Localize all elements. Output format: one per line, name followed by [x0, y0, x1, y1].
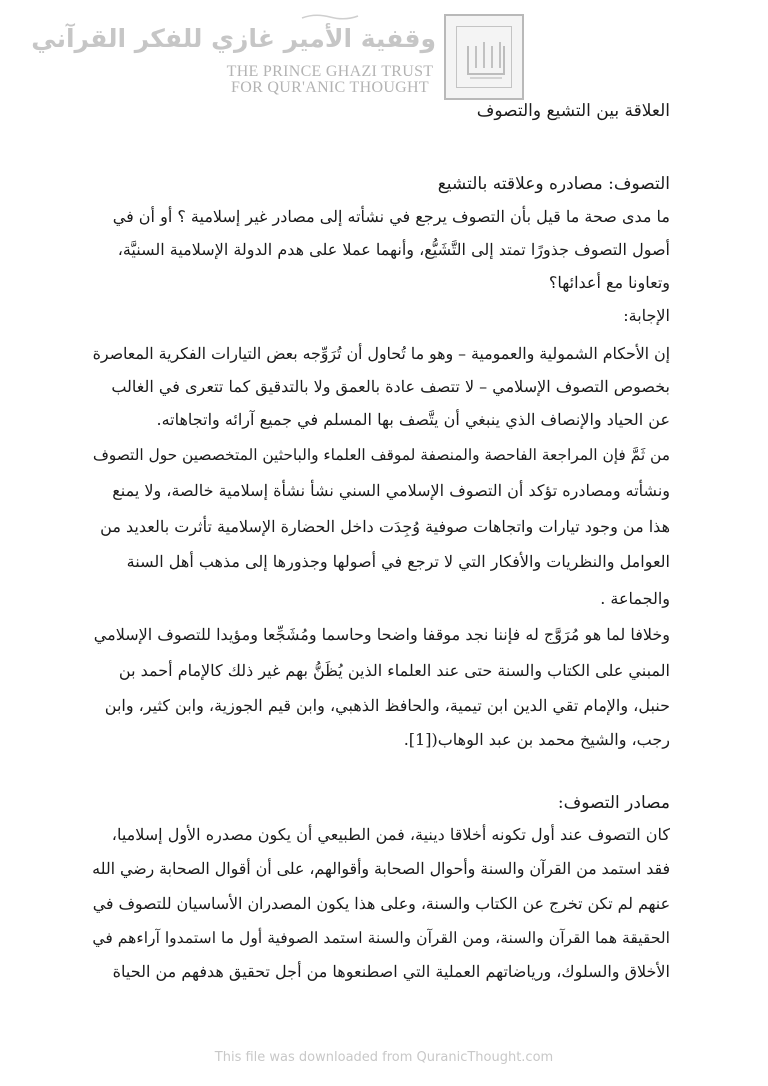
- paragraph-line: المبني على الكتاب والسنة حتى عند العلماء الذين يُظَنُّ بهم غير ذلك كالإمام أحمد بن: [118, 661, 670, 680]
- logo-arabic-name: وقفية الأمير غازي للفكر القرآني: [31, 24, 436, 53]
- paragraph-line: عن الحياد والإنصاف الذي ينبغي أن يتَّصف بها المسلم في جميع آرائه واتجاهاته.: [156, 410, 670, 429]
- document-title: العلاقة بين التشيع والتصوف: [476, 101, 670, 121]
- logo-english-line1: THE PRINCE GHAZI TRUST: [226, 63, 434, 80]
- logo-flourish-icon: [300, 12, 360, 22]
- paragraph-line: الحقيقة هما القرآن والسنة، ومن القرآن والسنة استمد الصوفية أول ما استمدوا آراءهم في: [92, 929, 670, 947]
- logo-emblem-icon: [444, 14, 524, 100]
- paragraph-line: رجب، والشيخ محمد بن عبد الوهاب([1].: [403, 730, 670, 749]
- question-line: ما مدى صحة ما قيل بأن التصوف يرجع في نشأته إلى مصادر غير إسلامية ؟ أو أن في: [112, 207, 670, 226]
- paragraph-line: وخلافا لما هو مُرَوَّج له فإننا نجد موقفا واضحا وحاسما ومُشَجِّعا ومؤيدا للتصوف الإسلامي: [93, 625, 670, 644]
- download-footer: This file was downloaded from QuranicThought.com: [214, 1050, 554, 1065]
- question-line: أصول التصوف جذورًا تمتد إلى التَّشَيُّع، وأنهما عملا على هدم الدولة الإسلامية السنيَّة،: [117, 240, 670, 259]
- paragraph-line: والجماعة .: [600, 589, 670, 608]
- paragraph-line: من ثَمَّ فإن المراجعة الفاحصة والمنصفة لموقف العلماء والباحثين المتخصصين حول التصوف: [92, 446, 670, 464]
- paragraph-line: كان التصوف عند أول تكونه أخلاقا دينية، فمن الطبيعي أن يكون مصدره الأول إسلاميا،: [111, 825, 670, 844]
- paragraph-line: هذا من وجود تيارات واتجاهات صوفية وُجِدَت داخل الحضارة الإسلامية تأثرت بالعديد من: [100, 517, 670, 536]
- answer-label: الإجابة:: [623, 306, 670, 325]
- paragraph-line: ونشأته ومصادره تؤكد أن التصوف الإسلامي السني نشأ نشأة إسلامية خالصة، ولا يمنع: [112, 481, 670, 500]
- paragraph-line: فقد استمد من القرآن والسنة وأحوال الصحابة وأقوالهم، على أن أقوال الصحابة رضي الله: [92, 859, 670, 878]
- paragraph-line: حنبل، والإمام تقي الدين ابن تيمية، والحافظ الذهبي، وابن قيم الجوزية، وابن كثير، وابن: [104, 696, 670, 715]
- paragraph-line: العوامل والنظريات والأفكار التي لا ترجع في أصولها وجذورها إلى مذهب أهل السنة: [126, 552, 670, 571]
- paragraph-line: بخصوص التصوف الإسلامي – لا تتصف عادة بالعمق ولا بالتدقيق كما تتعرى في الغالب: [111, 377, 670, 396]
- section2-heading: مصادر التصوف:: [557, 793, 670, 813]
- paragraph-line: الأخلاق والسلوك، ورياضاتهم العملية التي اصطنعوها من أجل تحقيق هدفهم من الحياة: [112, 962, 670, 981]
- section1-heading: التصوف: مصادره وعلاقته بالتشيع: [437, 174, 670, 194]
- logo-english-line2: FOR QUR'ANIC THOUGHT: [231, 79, 429, 96]
- paragraph-line: إن الأحكام الشمولية والعمومية – وهو ما تُحاول أن تُرَوِّجه بعض التيارات الفكرية المعاصرة: [92, 344, 670, 363]
- paragraph-line: عنهم لم تكن تخرج عن الكتاب والسنة، وعلى هذا يكون المصدران الأساسيان للتصوف في: [92, 894, 670, 913]
- question-line: وتعاونا مع أعدائها؟: [548, 273, 670, 292]
